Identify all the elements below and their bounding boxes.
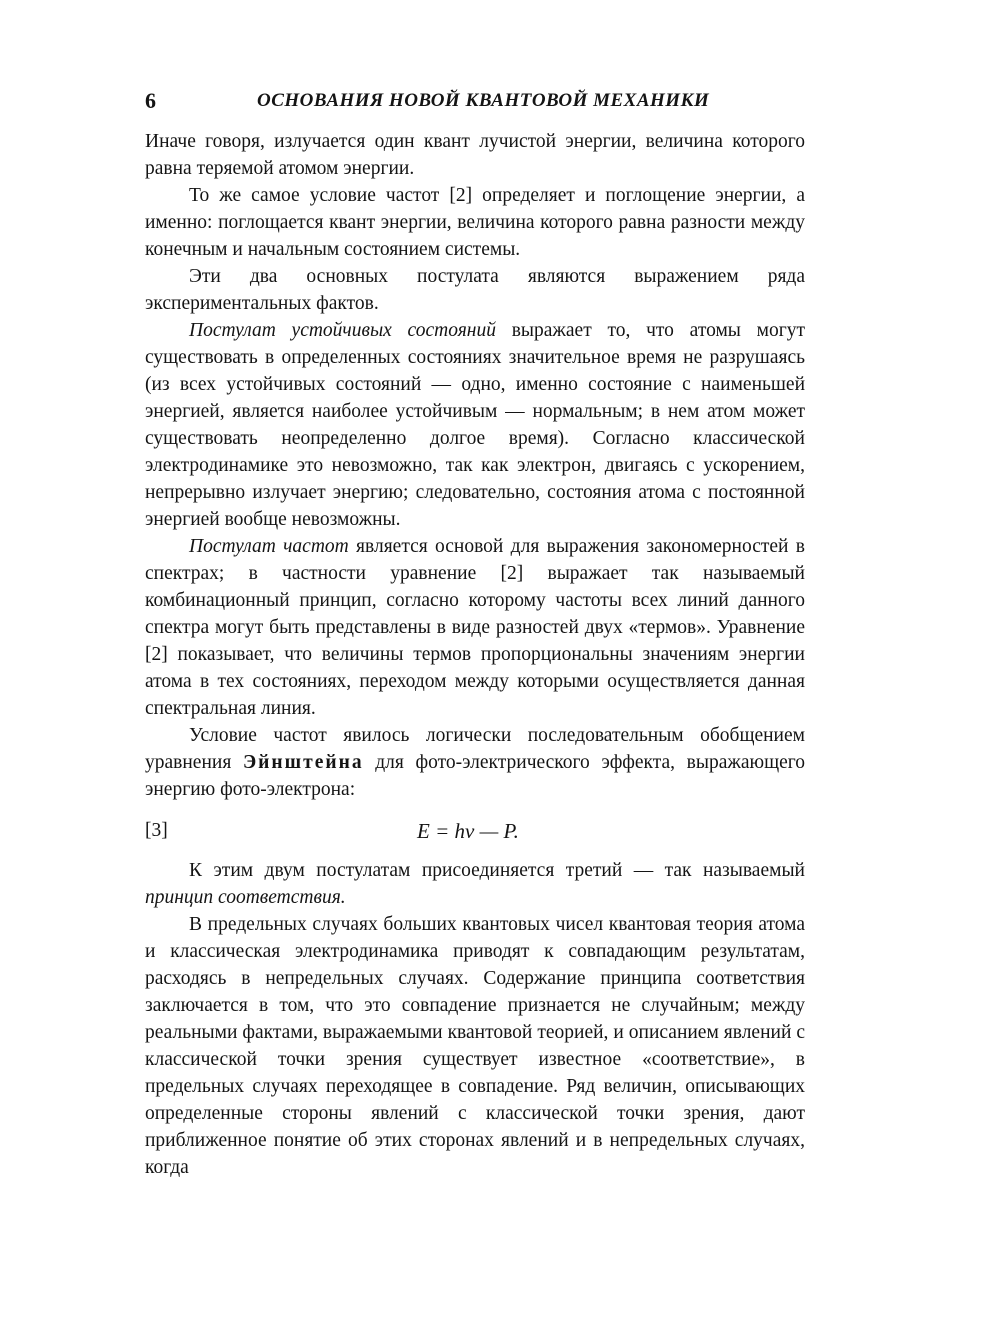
paragraph-6-text-before: Условие частот явилось логически последовательным обобщением уравнения [145, 725, 805, 773]
paragraph-7 [145, 857, 805, 911]
paragraph-5 [145, 533, 805, 722]
paragraph-6-text-after: для фото-электрического эффекта, выражающего энергию фото-электрона: [145, 752, 806, 800]
author-name-einstein: Эйнштейна [242, 752, 364, 773]
paragraph-8: В предельных случаях больших квантовых чисел квантовая теория атома и классическая электродинамика приводят к совпадающим результатам, расходясь в непредельных случаях. Содержание принципа соответствия заключается в том, что это совпадение признается не случайным; между реальными фактами, выражаемыми квантовой теорией, и описанием явлений с классической точки зрения существует известное «соответствие», в предельных случаях переходящее в совпадение. Ряд величин, описывающих определенные стороны явлений с классической точки зрения, дают приближенное понятие об этих сторонах явлений и в непредельных случаях, когда [145, 914, 805, 1178]
term-correspondence-principle: принцип соответствия. [145, 887, 346, 908]
paragraph-2: То же самое условие частот [2] определяет и поглощение энергии, а именно: поглощается квант энергии, величина которого равна разности между конечным и начальным состоянием системы. [145, 185, 805, 260]
equation-label: [3] [145, 820, 168, 841]
paragraph-4 [145, 317, 805, 533]
paragraph-5-text: является основой для выражения закономерностей в спектрах; в частности уравнение [2] выражает так называемый комбинационный принцип, согласно которому частоты всех линий данного спектра могут быть представлены в виде разностей двух «термов». Уравнение [2] показывает, что величины термов пропорциональны значениям энергии атома в тех состояниях, переходом между которыми осуществляется данная спектральная линия. [145, 536, 805, 719]
paragraph-3: Эти два основных постулата являются выражением ряда экспериментальных фактов. [145, 266, 805, 314]
equation-3 [145, 809, 805, 853]
term-stationary-states-postulate: Постулат устойчивых состояний [189, 320, 496, 341]
equation-expression: E = hν — P. [417, 819, 519, 843]
document-page [145, 88, 805, 1181]
paragraph-6 [145, 722, 805, 803]
page-header [145, 88, 805, 118]
paragraph-1: Иначе говоря, излучается один квант лучистой энергии, величина которого равна теряемой атомом энергии. [145, 131, 805, 179]
page-number: 6 [145, 88, 156, 113]
running-title: ОСНОВАНИЯ НОВОЙ КВАНТОВОЙ МЕХАНИКИ [257, 90, 710, 111]
term-frequency-postulate: Постулат частот [189, 536, 349, 557]
paragraph-4-text: выражает то, что атомы могут существовать в определенных состояниях значительное время не разрушаясь (из всех устойчивых состояний — одно, именно состояние с наименьшей энергией, является наиболее устойчивым — нормальным; в нем атом может существовать неопределенно долгое время). Согласно классической электродинамике это невозможно, так как электрон, двигаясь с ускорением, непрерывно излучает энергию; следовательно, состояния атома с постоянной энергией вообще невозможны. [145, 320, 806, 530]
paragraph-7-text: К этим двум постулатам присоединяется третий — так называемый [189, 860, 805, 881]
